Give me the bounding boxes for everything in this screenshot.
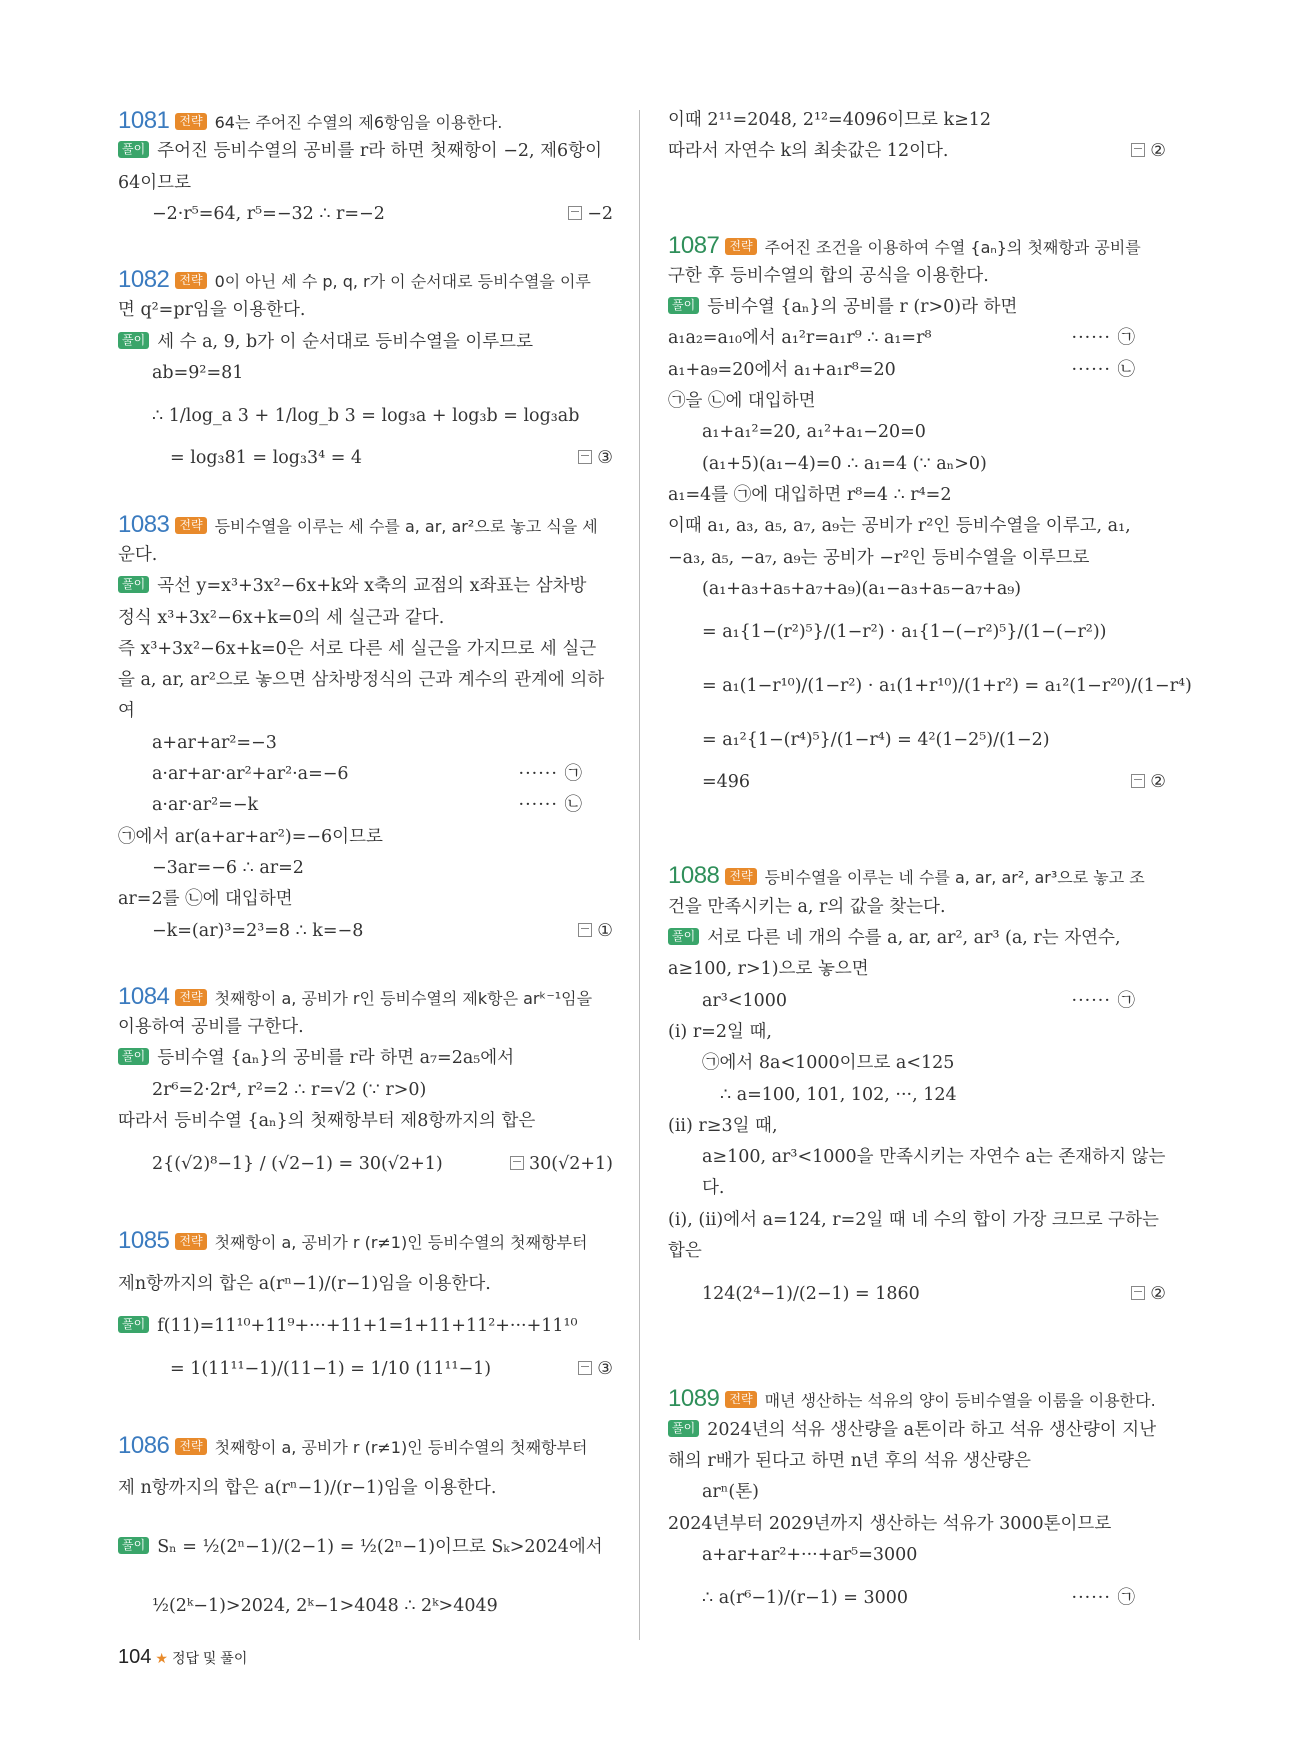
solution-line [668, 605, 1166, 659]
line-text: ∴ 1/log_a 3 + 1/log_b 3 = log₃a + log₃b = log₃ab [152, 406, 580, 427]
solution-line [118, 168, 613, 199]
solution-line [118, 884, 613, 915]
line-text: 2024년의 석유 생산량을 a톤이라 하고 석유 생산량이 지난 [707, 1419, 1157, 1440]
solution-line [118, 443, 613, 474]
solution-line [668, 1446, 1166, 1477]
line-text: =496 [702, 772, 751, 793]
problem-block [668, 1383, 1166, 1625]
strategy-tag: 전략 [175, 113, 206, 130]
solution-line [118, 1075, 613, 1106]
line-text: a≥100, r>1)으로 놓으면 [668, 959, 869, 980]
line-text: 해의 r배가 된다고 하면 n년 후의 석유 생산량은 [668, 1450, 1031, 1471]
line-text: (ii) r≥3일 때, [668, 1115, 778, 1136]
solution-line [668, 1383, 1166, 1414]
solution-line [118, 790, 613, 821]
line-text: 124(2⁴−1)/(2−1) = 1860 [702, 1284, 920, 1305]
left-column [118, 105, 613, 1633]
solution-line [118, 981, 613, 1012]
line-text: (i) r=2일 때, [668, 1021, 772, 1042]
line-text: 64는 주어진 수열의 제6항임을 이용한다. [214, 113, 503, 132]
answer [568, 199, 613, 230]
line-text: 등비수열 {aₙ}의 공비를 r (r>0)라 하면 [707, 297, 1018, 318]
solution-line [118, 1515, 613, 1579]
solution-line [668, 480, 1166, 511]
equation-label: ······ ㉡ [1071, 359, 1136, 380]
line-text: ar=2를 ㉡에 대입하면 [118, 889, 293, 910]
equation-label: ······ ㉠ [518, 764, 583, 785]
solution-line [118, 665, 613, 696]
solution-line [668, 105, 1166, 136]
strategy-tag: 전략 [725, 1391, 756, 1408]
line-text: Sₙ = ½(2ⁿ−1)/(2−1) = ½(2ⁿ−1)이므로 Sₖ>2024에서 [157, 1537, 603, 1558]
solution-line [118, 264, 613, 295]
line-text: −2·r⁵=64, r⁵=−32 ∴ r=−2 [152, 203, 385, 224]
solution-line [118, 1106, 613, 1137]
solution-line [668, 1477, 1166, 1508]
line-text: a₁=4를 ㉠에 대입하면 r⁸=4 ∴ r⁴=2 [668, 484, 952, 505]
strategy-tag: 전략 [175, 517, 206, 534]
solution-tag: 풀이 [668, 928, 699, 945]
answer-icon [578, 450, 592, 464]
problem-number: 1087 [668, 231, 720, 259]
answer [510, 1137, 613, 1191]
answer-icon [578, 1361, 592, 1375]
line-text: −3ar=−6 ∴ ar=2 [152, 857, 304, 878]
solution-line [118, 603, 613, 634]
line-text: a₁a₂=a₁₀에서 a₁²r=a₁r⁹ ∴ a₁=r⁸ [668, 328, 932, 349]
solution-line [668, 1205, 1166, 1236]
solution-line [668, 860, 1166, 891]
line-text: ∴ a=100, 101, 102, ···, 124 [720, 1084, 957, 1105]
solution-line [668, 323, 1166, 354]
answer [578, 916, 613, 947]
answer-value: ③ [597, 1358, 613, 1379]
footer-label: 정답 및 풀이 [171, 1650, 248, 1666]
line-text: −k=(ar)³=2³=8 ∴ k=−8 [152, 920, 364, 941]
solution-line [118, 105, 613, 136]
problem-block [668, 860, 1166, 1321]
line-text: = 1(11¹¹−1)/(11−1) = 1/10 (11¹¹−1) [170, 1358, 492, 1379]
line-text: 등비수열을 이루는 네 수를 a, ar, ar², ar³으로 놓고 조 [764, 868, 1145, 888]
line-text: f(11)=11¹⁰+11⁹+···+11+1=1+11+11²+···+11¹⁰ [157, 1315, 578, 1336]
solution-line [668, 386, 1166, 417]
problem-block [668, 105, 1166, 168]
solution-tag: 풀이 [668, 297, 699, 314]
answer-value: ② [1150, 1284, 1166, 1305]
problem-number: 1083 [118, 510, 170, 538]
line-text: 첫째항이 a, 공비가 r (r≠1)인 등비수열의 첫째항부터 [214, 1437, 588, 1457]
answer-icon [1131, 774, 1145, 788]
solution-line [118, 389, 613, 443]
problem-number: 1082 [118, 266, 170, 294]
line-text: ㉠을 ㉡에 대입하면 [668, 391, 816, 412]
solution-line [118, 1311, 613, 1342]
solution-line [668, 292, 1166, 323]
problem-block [118, 509, 613, 947]
solution-line [668, 1236, 1166, 1267]
line-text: ∴ a(r⁶−1)/(r−1) = 3000 [702, 1588, 909, 1609]
solution-line [118, 822, 613, 853]
solution-line [118, 327, 613, 358]
solution-line [118, 540, 613, 571]
line-text: = a₁(1−r¹⁰)/(1−r²) · a₁(1+r¹⁰)/(1+r²) = a₁²(1−r²⁰)/(1−r⁴) [702, 676, 1192, 697]
answer [578, 1342, 613, 1396]
solution-line [118, 759, 613, 790]
line-text: 등비수열 {aₙ}의 공비를 r라 하면 a₇=2a₅에서 [157, 1048, 515, 1069]
answer-icon [578, 923, 592, 937]
equation-label: ······ ㉡ [518, 795, 583, 816]
solution-line [668, 355, 1166, 386]
solution-line [668, 1571, 1166, 1625]
line-text: = a₁{1−(r²)⁵}/(1−r²) · a₁{1−(−r²)⁵}/(1−(−r²)) [702, 622, 1107, 643]
line-text: a+ar+ar²+···+ar⁵=3000 [702, 1544, 918, 1565]
solution-line [118, 295, 613, 326]
solution-line [118, 1579, 613, 1633]
solution-line [668, 1509, 1166, 1540]
solution-line [668, 417, 1166, 448]
solution-line [668, 986, 1166, 1017]
solution-line [118, 1342, 613, 1396]
line-text: = a₁²{1−(r⁴)⁵}/(1−r⁴) = 4²(1−2⁵)/(1−2) [702, 730, 1050, 751]
line-text: 건을 만족시키는 a, r의 값을 찾는다. [668, 896, 946, 917]
solution-line [668, 1111, 1166, 1142]
line-text: 첫째항이 a, 공비가 r (r≠1)인 등비수열의 첫째항부터 [214, 1233, 588, 1253]
line-text: ab=9²=81 [152, 363, 244, 384]
line-text: (i), (ii)에서 a=124, r=2일 때 네 수의 합이 가장 크므로 구하는 [668, 1209, 1159, 1230]
solution-tag: 풀이 [118, 1537, 149, 1554]
line-text: (a₁+a₃+a₅+a₇+a₉)(a₁−a₃+a₅−a₇+a₉) [702, 578, 1022, 599]
line-text: 면 q²=pr임을 이용한다. [118, 300, 306, 321]
solution-tag: 풀이 [118, 141, 149, 158]
line-text: 구한 후 등비수열의 합의 공식을 이용한다. [668, 265, 989, 286]
line-text: 세 수 a, 9, b가 이 순서대로 등비수열을 이루므로 [157, 331, 533, 352]
line-text: 2024년부터 2029년까지 생산하는 석유가 3000톤이므로 [668, 1513, 1112, 1534]
line-text: a·ar+ar·ar²+ar²·a=−6 [152, 764, 349, 785]
solution-line [668, 659, 1192, 713]
solution-tag: 풀이 [118, 1048, 149, 1065]
line-text: 따라서 자연수 k의 최솟값은 12이다. [668, 141, 949, 162]
problem-number: 1088 [668, 862, 720, 890]
page-footer [118, 1646, 247, 1669]
answer-icon [510, 1156, 524, 1170]
solution-line [668, 511, 1166, 542]
problem-number: 1084 [118, 982, 170, 1010]
strategy-tag: 전략 [175, 272, 206, 289]
solution-line [118, 853, 613, 884]
solution-line [668, 1080, 1166, 1111]
answer-value: ② [1150, 772, 1166, 793]
line-text: 이때 a₁, a₃, a₅, a₇, a₉는 공비가 r²인 등비수열을 이루고, a₁, [668, 516, 1131, 537]
line-text: a+ar+ar²=−3 [152, 732, 277, 753]
strategy-tag: 전략 [175, 989, 206, 1006]
solution-tag: 풀이 [118, 576, 149, 593]
answer [1131, 136, 1166, 167]
strategy-tag: 전략 [725, 238, 756, 255]
strategy-tag: 전략 [725, 868, 756, 885]
solution-line [118, 571, 613, 602]
line-text: a₁+a₁²=20, a₁²+a₁−20=0 [702, 422, 926, 443]
line-text: a·ar·ar²=−k [152, 795, 259, 816]
equation-label: ······ ㉠ [1071, 1588, 1136, 1609]
solution-line [118, 1430, 613, 1461]
solution-tag: 풀이 [118, 1316, 149, 1333]
line-text: 이때 2¹¹=2048, 2¹²=4096이므로 k≥12 [668, 110, 992, 130]
solution-line [668, 892, 1166, 923]
solution-line [668, 543, 1166, 574]
line-text: 곡선 y=x³+3x²−6x+k와 x축의 교점의 x좌표는 삼차방 [157, 576, 587, 597]
line-text: 제n항까지의 합은 a(rⁿ−1)/(r−1)임을 이용한다. [118, 1273, 491, 1294]
line-text: a≥100, ar³<1000을 만족시키는 자연수 a는 존재하지 않는 [702, 1147, 1166, 1168]
line-text: 운다. [118, 544, 158, 565]
solution-line [668, 1267, 1166, 1321]
page-number: 104 [118, 1646, 152, 1668]
line-text: ㉠에서 ar(a+ar+ar²)=−6이므로 [118, 826, 383, 847]
answer-icon [1131, 143, 1145, 157]
strategy-tag: 전략 [175, 1233, 206, 1250]
solution-line [668, 767, 1166, 798]
problem-block [118, 981, 613, 1191]
answer [1131, 767, 1166, 798]
solution-line [668, 1415, 1166, 1446]
line-text: 합은 [668, 1241, 702, 1262]
column-divider [639, 110, 640, 1640]
line-text: ½(2ᵏ−1)>2024, 2ᵏ−1>4048 ∴ 2ᵏ>4049 [152, 1596, 498, 1617]
solution-line [118, 1137, 613, 1191]
solution-line [668, 1173, 1166, 1204]
right-column [668, 105, 1192, 1625]
solution-line [668, 449, 1166, 480]
line-text: 0이 아닌 세 수 p, q, r가 이 순서대로 등비수열을 이루 [214, 272, 591, 292]
line-text: 즉 x³+3x²−6x+k=0은 서로 다른 세 실근을 가지므로 세 실근 [118, 638, 597, 659]
problem-block [118, 1430, 613, 1633]
solution-line [668, 1540, 1166, 1571]
solution-line [118, 136, 613, 167]
line-text: 여 [118, 701, 135, 722]
line-text: 2r⁶=2·2r⁴, r²=2 ∴ r=√2 (∵ r>0) [152, 1079, 427, 1100]
problem-block [118, 264, 613, 474]
solution-line [118, 634, 613, 665]
solution-line [118, 509, 613, 540]
line-text: 을 a, ar, ar²으로 놓으면 삼차방정식의 근과 계수의 관계에 의하 [118, 670, 605, 691]
line-text: 서로 다른 네 개의 수를 a, ar, ar², ar³ (a, r는 자연수, [707, 928, 1121, 949]
answer-value: ② [1150, 141, 1166, 162]
answer-value: −2 [587, 203, 613, 224]
solution-line [118, 916, 613, 947]
solution-line [668, 1142, 1166, 1173]
line-text: 주어진 등비수열의 공비를 r라 하면 첫째항이 −2, 제6항이 [157, 141, 602, 162]
line-text: 다. [702, 1178, 725, 1199]
line-text: 제 n항까지의 합은 a(rⁿ−1)/(r−1)임을 이용한다. [118, 1478, 497, 1499]
line-text: −a₃, a₅, −a₇, a₉는 공비가 −r²인 등비수열을 이루므로 [668, 547, 1090, 568]
strategy-tag: 전략 [175, 1438, 206, 1455]
solution-line [118, 696, 613, 727]
line-text: 등비수열을 이루는 세 수를 a, ar, ar²으로 놓고 식을 세 [214, 516, 598, 536]
solution-line [118, 728, 613, 759]
solution-line [118, 358, 613, 389]
line-text: ar³<1000 [702, 990, 788, 1011]
line-text: 첫째항이 a, 공비가 r인 등비수열의 제k항은 arᵏ⁻¹임을 [214, 988, 593, 1008]
solution-line [668, 1048, 1166, 1079]
line-text: ㉠에서 8a<1000이므로 a<125 [702, 1053, 955, 1074]
problem-number: 1089 [668, 1385, 720, 1413]
problem-number: 1086 [118, 1431, 170, 1459]
line-text: arⁿ(톤) [702, 1482, 759, 1503]
line-text: 따라서 등비수열 {aₙ}의 첫째항부터 제8항까지의 합은 [118, 1111, 536, 1132]
solution-line [668, 954, 1166, 985]
equation-label: ······ ㉠ [1071, 990, 1136, 1011]
answer-icon [1131, 1286, 1145, 1300]
line-text: 주어진 조건을 이용하여 수열 {aₙ}의 첫째항과 공비를 [764, 237, 1141, 257]
problem-block [668, 230, 1192, 799]
problem-number: 1085 [118, 1227, 170, 1255]
answer [578, 443, 613, 474]
line-text: = log₃81 = log₃3⁴ = 4 [170, 448, 363, 469]
solution-tag: 풀이 [118, 332, 149, 349]
equation-label: ······ ㉠ [1071, 328, 1136, 349]
star-icon: ★ [155, 1650, 168, 1666]
answer-icon [568, 206, 582, 220]
line-text: 2{(√2)⁸−1} / (√2−1) = 30(√2+1) [152, 1154, 443, 1175]
answer-value: ① [597, 920, 613, 941]
solution-tag: 풀이 [668, 1420, 699, 1437]
line-text: a₁+a₉=20에서 a₁+a₁r⁸=20 [668, 359, 896, 380]
problem-block [118, 105, 613, 230]
solution-line [668, 574, 1166, 605]
solution-line [118, 1461, 613, 1515]
solution-line [118, 1225, 613, 1256]
line-text: 이용하여 공비를 구한다. [118, 1017, 304, 1038]
solution-line [118, 199, 613, 230]
line-text: 64이므로 [118, 172, 191, 193]
solution-line [668, 136, 1166, 167]
answer-value: 30(√2+1) [528, 1154, 613, 1175]
answer [1131, 1267, 1166, 1321]
problem-block [118, 1225, 613, 1396]
solution-line [668, 230, 1166, 261]
solution-line [118, 1257, 613, 1311]
solution-line [118, 1012, 613, 1043]
problem-number: 1081 [118, 107, 170, 134]
solution-line [668, 261, 1166, 292]
solution-line [668, 923, 1166, 954]
line-text: (a₁+5)(a₁−4)=0 ∴ a₁=4 (∵ aₙ>0) [702, 453, 987, 474]
line-text: 정식 x³+3x²−6x+k=0의 세 실근과 같다. [118, 607, 445, 628]
solution-line [118, 1043, 613, 1074]
line-text: 매년 생산하는 석유의 양이 등비수열을 이룸을 이용한다. [764, 1391, 1156, 1411]
solution-line [668, 1017, 1166, 1048]
solution-line [668, 713, 1166, 767]
answer-value: ③ [597, 448, 613, 469]
